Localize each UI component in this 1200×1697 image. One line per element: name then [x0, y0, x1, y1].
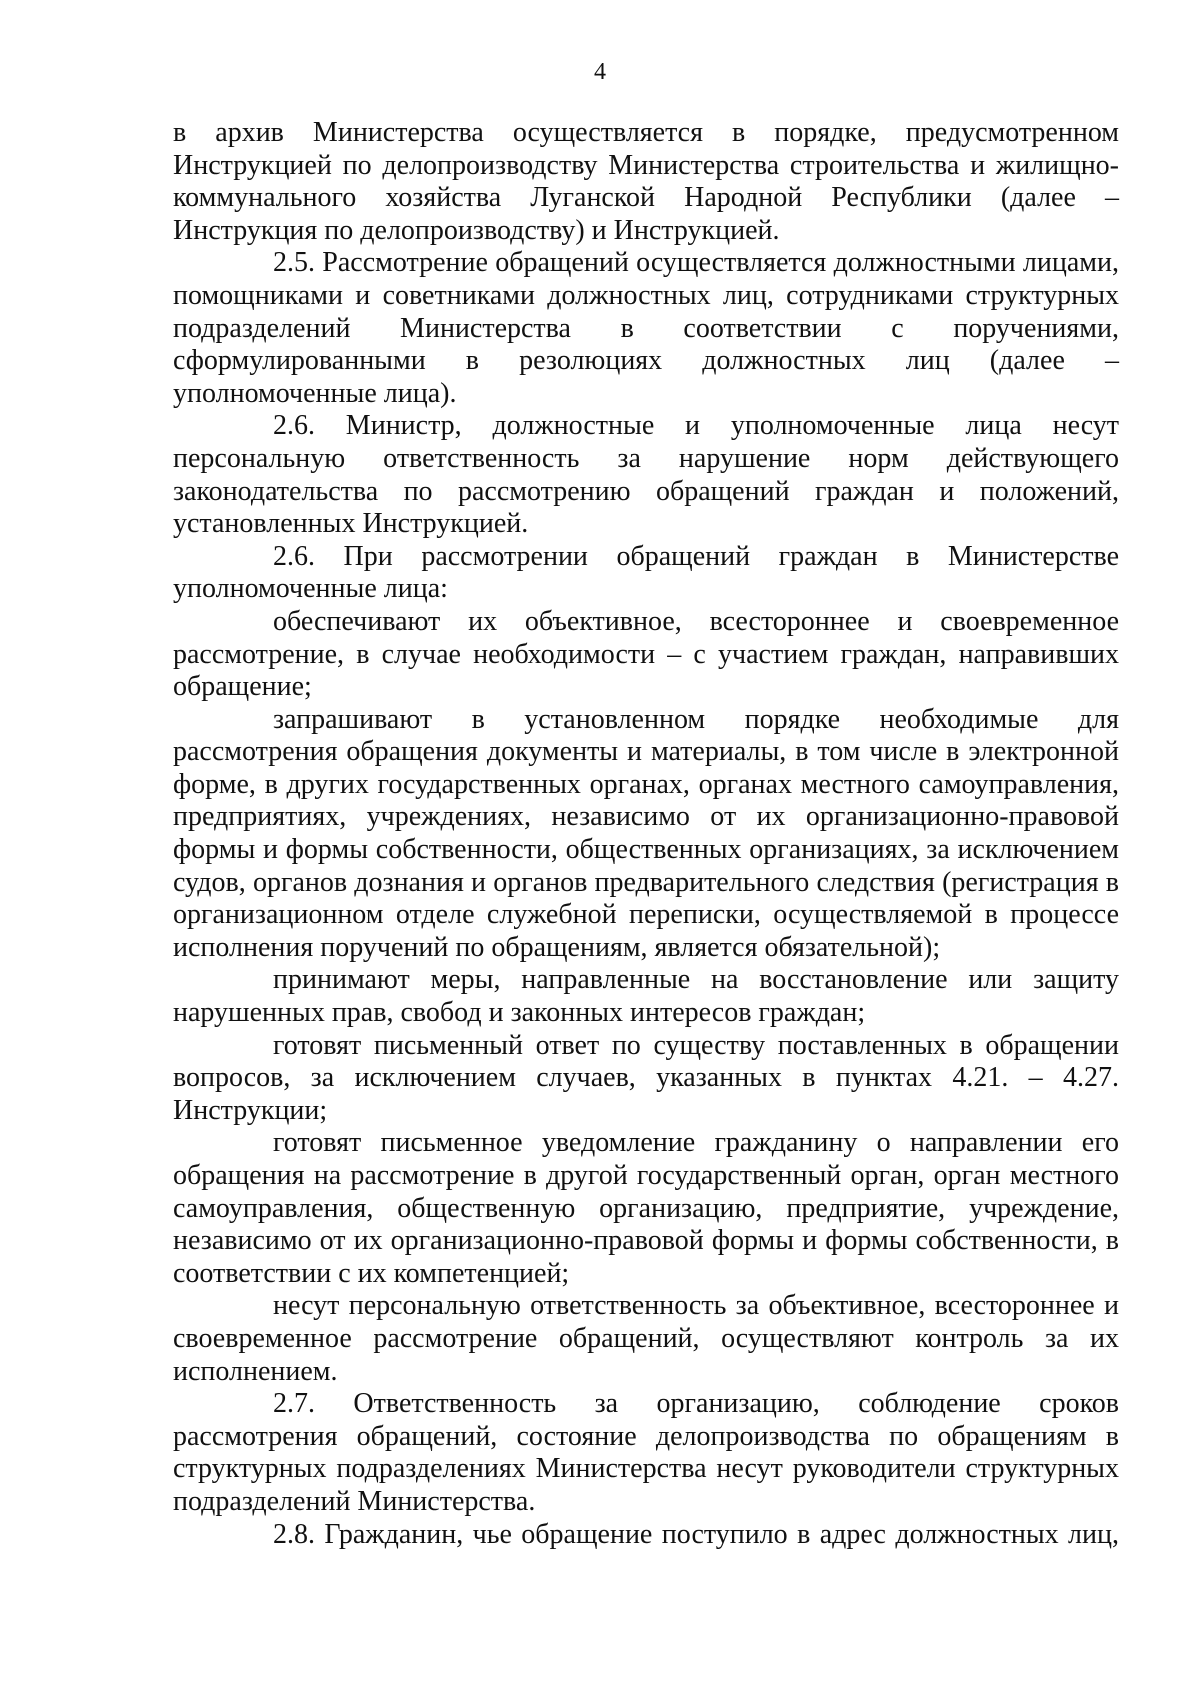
paragraph-2-7: 2.7. Ответственность за организацию, соблюдение сроков рассмотрения обращений, состояние делопроизводства по обращениям в структурных подразделениях Министерства несут руководители структурных подразделений Министерства.	[173, 1388, 1119, 1517]
list-item-personal-responsibility: несут персональную ответственность за объективное, всестороннее и своевременное рассмотрение обращений, осуществляют контроль за их исполнением.	[173, 1290, 1119, 1387]
paragraph-2-8: 2.8. Гражданин, чье обращение поступило в адрес должностных лиц,	[273, 1518, 1119, 1550]
list-item-prepare-answer: готовят письменный ответ по существу поставленных в обращении вопросов, за исключением случаев, указанных в пунктах 4.21. – 4.27. Инструкции;	[173, 1029, 1119, 1126]
list-item-request-documents: запрашивают в установленном порядке необходимые для рассмотрения обращения документы и материалы, в том числе в электронной форме, в других государственных органах, органах местного самоуправления, предприятиях, учреждениях, независимо от их организационно-правовой формы и формы собственности, общественных организациях, за исключением судов, органов дознания и органов предварительного следствия (регистрация в организационном отделе служебной переписки, осуществляемой в процессе исполнения поручений по обращениям, является обязательной);	[173, 703, 1119, 963]
paragraph-continuation: в архив Министерства осуществляется в порядке, предусмотренном Инструкцией по делопроизводству Министерства строительства и жилищно-коммунального хозяйства Луганской Народной Республики (далее – Инструкция по делопроизводству) и Инструкцией.	[173, 117, 1119, 246]
document-body	[173, 117, 1119, 1551]
page-number: 4	[594, 59, 606, 85]
paragraph-2-6-responsibility: 2.6. Министр, должностные и уполномоченные лица несут персональную ответственность за нарушение норм действующего законодательства по рассмотрению обращений граждан и положений, установленных Инструкцией.	[173, 410, 1119, 540]
list-item-ensure: обеспечивают их объективное, всестороннее и своевременное рассмотрение, в случае необходимости – с участием граждан, направивших обращение;	[173, 605, 1119, 703]
paragraph-2-5: 2.5. Рассмотрение обращений осуществляется должностными лицами, помощниками и советниками должностных лиц, сотрудниками структурных подразделений Министерства в соответствии с поручениями, сформулированными в резолюциях должностных лиц (далее – уполномоченные лица).	[173, 247, 1119, 409]
paragraph-2-6-consideration: 2.6. При рассмотрении обращений граждан в Министерстве уполномоченные лица:	[173, 540, 1119, 605]
list-item-take-measures: принимают меры, направленные на восстановление или защиту нарушенных прав, свобод и законных интересов граждан;	[173, 964, 1119, 1029]
list-item-prepare-notification: готовят письменное уведомление гражданину о направлении его обращения на рассмотрение в другой государственный орган, орган местного самоуправления, общественную организацию, предприятие, учреждение, независимо от их организационно-правовой формы и формы собственности, в соответствии с их компетенцией;	[173, 1127, 1119, 1289]
